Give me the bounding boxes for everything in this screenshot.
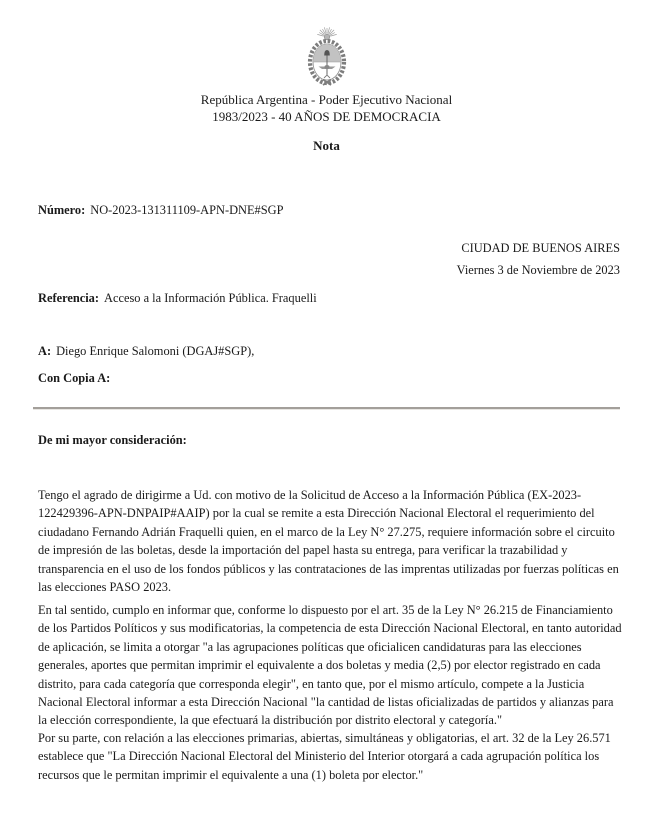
reference-label: Referencia: — [38, 291, 100, 305]
body-paragraph-3: Por su parte, con relación a las elecciones primarias, abiertas, simultáneas y obligatorias, el art. 32 de la Ley 26.571 establece que "La Dirección Nacional Electoral del Ministerio del Interior otorgará a cada agrupación política los recursos que le permitan imprimir el equivalente a una (1) boleta por elector." — [38, 731, 611, 782]
reference-value: Acceso a la Información Pública. Fraquelli — [104, 291, 317, 305]
city-line: CIUDAD DE BUENOS AIRES — [461, 241, 620, 255]
argentina-coat-of-arms-icon — [299, 20, 355, 88]
number-value: NO-2023-131311109-APN-DNE#SGP — [90, 203, 284, 217]
body-paragraph-2: En tal sentido, cumplo en informar que, conforme lo dispuesto por el art. 35 de la Ley N° 26.215 de Financiamiento de los Partidos Políticos y sus modificatorias, la competencia de esta Dirección Nacional Electoral, en tanto autoridad de aplicación, se limita a otorgar "a las agrupaciones políticas que oficialicen candidaturas para las elecciones generales, aportes que permitan imprimir el equivalente a dos boletas y media (2,5) por elector registrado en cada distrito, para cada categoría que corresponda elegir", en tanto que, por el mismo artículo, compete a la Justicia Nacional Electoral informar a esta Dirección Nacional "la cantidad de listas oficializadas de partidos y alianzas para la elección correspondiente, la que efectuará la distribución por distrito electoral y categoría." — [38, 603, 622, 728]
document-number-row — [38, 203, 283, 218]
separator-rule — [33, 407, 620, 410]
carbon-copy-label: Con Copia A: — [38, 371, 111, 385]
addressee-row — [38, 344, 254, 359]
addressee-label: A: — [38, 344, 52, 358]
letterhead-democracy-line: 1983/2023 - 40 AÑOS DE DEMOCRACIA — [212, 109, 441, 124]
sun-face — [324, 34, 330, 40]
salutation: De mi mayor consideración: — [38, 433, 187, 447]
body-paragraph-1: Tengo el agrado de dirigirme a Ud. con motivo de la Solicitud de Acceso a la Información Pública (EX-2023-122429396-APN-DNPAIP#AAIP) por la cual se remite a esta Dirección Nacional Electoral el requerimiento del ciudadano Fernando Adrián Fraquelli quien, en el marco de la Ley N° 27.275, requiere información sobre el circuito de impresión de las boletas, desde la importación del papel hasta su entrega, para verificar la trazabilidad y transparencia en el uso de los fondos públicos y las contrataciones de las imprentas utilizadas por fuerzas políticas en las elecciones PASO 2023. — [38, 488, 619, 595]
addressee-value: Diego Enrique Salomoni (DGAJ#SGP), — [56, 344, 255, 358]
number-label: Número: — [38, 203, 86, 217]
carbon-copy-row — [38, 371, 110, 386]
date-line: Viernes 3 de Noviembre de 2023 — [456, 263, 620, 277]
place-date-block — [457, 237, 620, 281]
document-type-title: Nota — [313, 138, 340, 153]
reference-row — [38, 291, 317, 306]
letterhead-republic-line: República Argentina - Poder Ejecutivo Nacional — [200, 92, 453, 107]
